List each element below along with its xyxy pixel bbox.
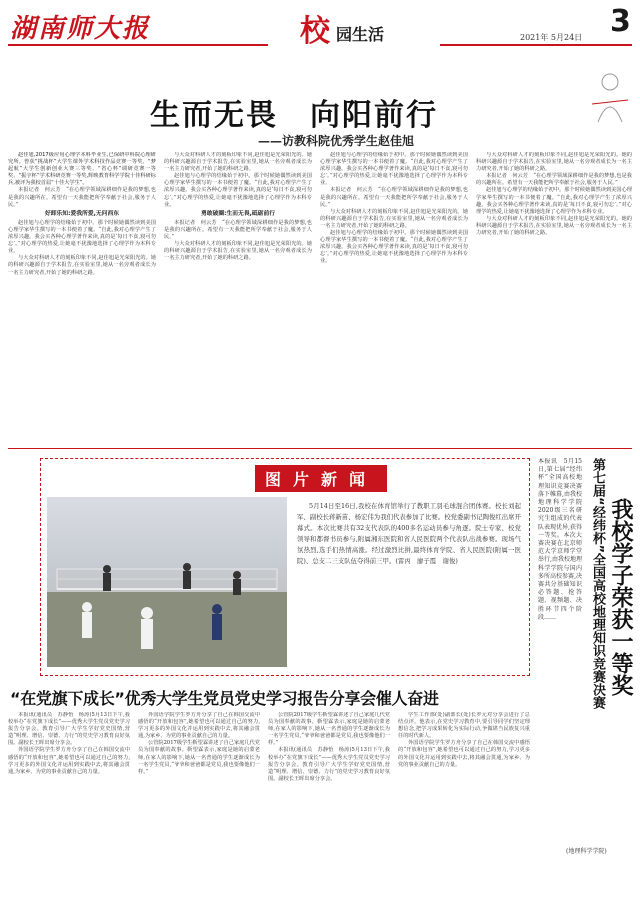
sidebar-big-headline: 我校学子荣获一等奖 — [608, 498, 634, 696]
bottom-column-2 — [138, 712, 260, 902]
photo-banner — [241, 465, 401, 491]
page-number: 3 — [610, 4, 631, 39]
masthead — [0, 0, 640, 60]
bottom-column-1 — [8, 712, 130, 902]
masthead-rule-left — [8, 44, 268, 46]
bottom-paragraph: 学生工作部(处)副部长(处)长罗元对分享会进行了总结点评。他表示,在党史学习教育中,要引导同学们坚定理想信念,把学习成果转化为实际行动,争做堪当民族复兴重任的时代新人。 — [398, 712, 530, 740]
feature-paragraph: 赵佳旭与心理学的结缘始于初中。那个时候她偶然读到美国心理学家华生撰写的一本书便着了魔。“自此,我对心理学产生了浓厚兴趣。我会买各种心理学著作来读,真的是‘每日不食,寝可勿忘’。”对心理学的热爱,让她毫不犹豫地选择了心理学作为本科专业。 — [164, 173, 312, 208]
feature-column-3 — [320, 152, 468, 442]
feature-paragraph: 与大众对科研人才的刻板印象不同,赵佳旭是光荣阳光的。她的科研兴趣源自于学术报告,在实验室里,她从一名旁观者成长为一名主力研究者,开始了她的科研之路。 — [476, 152, 632, 173]
feature-paragraph: 赵佳旭与心理学的结缘始于初中。那个时候她偶然读到美国心理学家华生撰写的一本书便着了魔。“自此,我对心理学产生了浓厚兴趣。我会买各种心理学著作来读,真的是‘每日不食,寝可勿忘’。”对心理学的热爱,让她毫不犹豫地选择了心理学作为本科专业。 — [320, 230, 468, 265]
photo-banner-text: 图片新闻 — [255, 465, 387, 492]
sidebar-news — [538, 458, 634, 844]
feature-column-2 — [164, 152, 312, 442]
bottom-column-3 — [268, 712, 390, 902]
feature-paragraph: 本报记者 何云芳 “在心理学领域深耕细作是我的梦想,也是我的兴趣所在。希望有一天我能把所学奉献于社会,服务于人民。” — [320, 187, 468, 208]
feature-paragraph: 赵佳旭与心理学的结缘始于初中。那个时候她偶然读到美国心理学家华生撰写的一本书便着了魔。“自此,我对心理学产生了浓厚兴趣。我会买各种心理学著作来读,真的是‘每日不食,寝可勿忘’。”对心理学的热爱,让她毫不犹豫地选择了心理学作为本科专业。 — [476, 187, 632, 215]
bottom-headline: “在党旗下成长”优秀大学生党员党史学习报告分享会催人奋进 — [10, 689, 439, 708]
feature-paragraph: 本报记者 何云芳 “在心理学领域深耕细作是我的梦想,也是我的兴趣所在。希望有一天我能把所学奉献于社会,服务于人民。” — [476, 173, 632, 187]
feature-paragraph: 本报记者 何云芳 “在心理学领域深耕细作是我的梦想,也是我的兴趣所在。希望有一天我能把所学奉献于社会,服务于人民。” — [164, 219, 312, 241]
section-heading: 勇敢破圈:生而无畏,砥砺前行 — [200, 210, 276, 217]
feature-paragraph: 赵佳旭与心理学的结缘始于初中。那个时候她偶然读到美国心理学家华生撰写的一本书便着了魔。“自此,我对心理学产生了浓厚兴趣。我会买各种心理学著作来读,真的是‘每日不食,寝可勿忘’。”对心理学的热爱,让她毫不犹豫地选择了心理学作为本科专业。 — [8, 219, 156, 255]
section-ornament — [300, 10, 430, 49]
feature-paragraph: 与大众对科研人才的刻板印象不同,赵佳旭是光荣阳光的。她的科研兴趣源自于学术报告,在实验室里,她从一名旁观者成长为一名主力研究者,开始了她的科研之路。 — [164, 152, 312, 173]
bottom-paragraph: 外国语学院学生罗方舟分享了自己在韩国交流中感悟的“开放和包容”,她希望也可以通过自己的努力,学习更多的外国文化并运用到实践中去,将其融会贯通,为家乡、为党的事业贡献自己的力量。 — [398, 740, 530, 768]
section-rest: 园生活 — [336, 25, 385, 44]
bottom-paragraph: 外国语学院学生罗方舟分享了自己在韩国交流中感悟的“开放和包容”,她希望也可以通过自己的努力,学习更多的外国文化并运用到实践中去,将其融会贯通,为家乡、为党的事业贡献自己的力量。 — [8, 747, 130, 775]
feature-paragraph: 赵佳旭与心理学的结缘始于初中。那个时候她偶然读到美国心理学家华生撰写的一本书便着了魔。“自此,我对心理学产生了浓厚兴趣。我会买各种心理学著作来读,真的是‘每日不食,寝可勿忘’。”对心理学的热爱,让她毫不犹豫地选择了心理学作为本科专业。 — [320, 152, 468, 187]
page-date: 2021年 5月24日 — [520, 33, 583, 42]
feature-paragraph: 本报记者 何云芳 “在心理学领域深耕细作是我的梦想,也是我的兴趣所在。希望有一天我能把所学奉献于社会,服务于人民。” — [8, 187, 156, 208]
section-heading: 好卸乐知:爱我所爱,无问西东 — [44, 210, 120, 217]
photo-news-box — [40, 458, 530, 676]
sidebar-text: 本报讯 5月15日,第七届“经纬杯”全国高校地理知识竞赛决赛落下帷幕,由我校地理科学学院2020级三名研究生组成的代表队表现优异,获得一等奖。本次大赛决赛在北京师范大学京师学堂举行,由我校地理科学学院与国内多所高校参赛,决赛共分基础知识必答题、抢答题、视频题、决胜环节四个阶段…… — [538, 458, 582, 621]
feature-column-1 — [8, 152, 156, 442]
feature-title: 生而无畏 向阳前行 — [150, 98, 438, 133]
bottom-paragraph: 公管院2017级学生靳望霖讲述了自己家庭几代党员为国奉献的故事。靳望霖表示,家庭是她的启蒙老师,在家人的影响下,她从一名普通的学生逐渐成长为一名学生党员,“爷爷和爸爸都是党员,我也要像他们一样。” — [268, 712, 390, 747]
feature-bio: 赵佳旭,2017级应用心理学本科毕业生,已保研中科院心理研究所。曾获“挑战杯”大学生课外学术科技作品竞赛一等奖、“梦起航”大学生创新创业大赛三等奖、“省心杯”调研竞赛一等奖、“振宇杯”学术科研竞赛一等奖,辉映教育科学学院十佳科研标兵,被评为我校首届“十佳大学生”。 — [8, 152, 156, 187]
bottom-paragraph: 本报讯(通讯员 苏静怡 杨涛)5月13日下午,我校举办“在党旗下成长”——优秀大学生党员党史学习报告分享会。教育引导广大学生学好党史国情,营造“明理、增信、崇德、力行”的党史学习教育良好氛围。副校长王晖出席分享会。 — [8, 712, 130, 747]
bottom-column-4 — [398, 712, 530, 902]
feature-paragraph: 与大众对科研人才的刻板印象不同,赵佳旭是光荣阳光的。她的科研兴趣源自于学术报告,在实验室里,她从一名旁观者成长为一名主力研究者,开始了她的科研之路。 — [320, 208, 468, 229]
feature-paragraph: 与大众对科研人才的刻板印象不同,赵佳旭是光荣阳光的。她的科研兴趣源自于学术报告,在实验室里,她从一名旁观者成长为一名主力研究者,开始了她的科研之路。 — [476, 215, 632, 237]
paper-name: 湖南师大报 — [10, 14, 151, 44]
feature-column-4 — [476, 152, 632, 442]
bottom-paragraph: 公管院2017级学生靳望霖讲述了自己家庭几代党员为国奉献的故事。靳望霖表示,家庭是她的启蒙老师,在家人的影响下,她从一名普通的学生逐渐成长为一名学生党员,“爷爷和爸爸都是党员,我也要像他们一样。” — [138, 740, 260, 775]
sidebar-source: (地理科学学院) — [566, 848, 607, 855]
photo-caption: 5月14日至16日,我校在体育馆举行了教职工羽毛球混合团体赛。校长刘起军、副校长蒋新苗、杨宏伟为我们代表参加了比赛。校党委副书记陶俊红出席开幕式。本次比赛共有32支代表队的400多名运动员参与角逐。院士专家、校党领导和都督书员参与,附属湘东医院和省人民医院两个代表队出战参赛。现场气氛热烈,选手们热情高涨。经过激烈比拼,最终体育学院、省人民医院(附属一医院)、总支二三支队伍夺得前三甲。(雷丙 廖子霞 谢俊) — [297, 502, 521, 565]
feature-paragraph: 与大众对科研人才的刻板印象不同,赵佳旭是光荣阳光的。她的科研兴趣源自于学术报告,在实验室里,她从一名旁观者成长为一名主力研究者,开始了她的科研之路。 — [8, 255, 156, 276]
decorative-illustration — [588, 64, 634, 124]
masthead-rule-right — [440, 44, 632, 46]
sidebar-headline: 第七届“经纬杯”全国高校地理知识竞赛决赛 — [590, 458, 605, 710]
feature-subtitle: ——访教科院优秀学生赵佳旭 — [258, 134, 415, 148]
section-char: 校 — [300, 14, 330, 49]
bottom-paragraph: 本报讯(通讯员 苏静怡 杨涛)5月13日下午,我校举办“在党旗下成长”——优秀大学生党员党史学习报告分享会。教育引导广大学生学好党史国情,营造“明理、增信、崇德、力行”的党史学习教育良好氛围。副校长王晖出席分享会。 — [268, 747, 390, 782]
feature-paragraph: 与大众对科研人才的刻板印象不同,赵佳旭是光荣阳光的。她的科研兴趣源自于学术报告,在实验室里,她从一名旁观者成长为一名主力研究者,开始了她的科研之路。 — [164, 241, 312, 262]
badminton-photo — [47, 497, 287, 667]
bottom-paragraph: 外国语学院学生罗方舟分享了自己在韩国交流中感悟的“开放和包容”,她希望也可以通过自己的努力,学习更多的外国文化并运用到实践中去,将其融会贯通,为家乡、为党的事业贡献自己的力量。 — [138, 712, 260, 740]
divider — [8, 448, 632, 449]
